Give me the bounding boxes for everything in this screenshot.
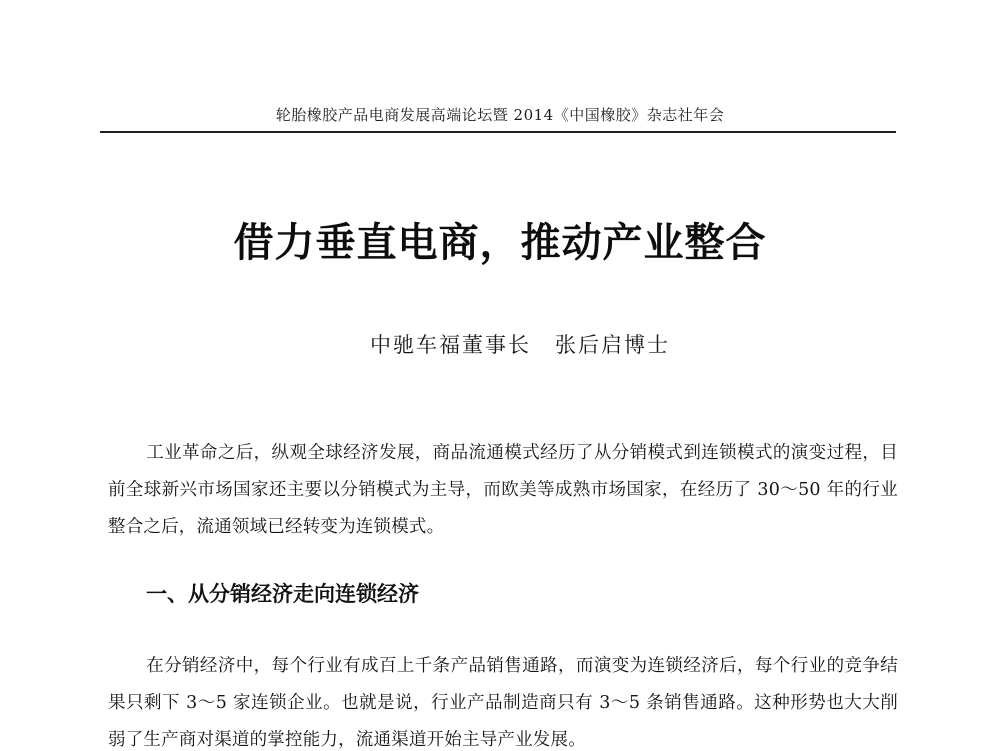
author-name: 张后启博士 [555, 333, 670, 357]
author-title: 中驰车福董事长 [370, 333, 531, 357]
section-heading: 一、从分销经济走向连锁经济 [146, 582, 419, 606]
body-paragraph-2 [108, 648, 898, 751]
paragraph-1-text: 工业革命之后，纵观全球经济发展，商品流通模式经历了从分销模式到连锁模式的演变过程，目前全球新兴市场国家还主要以分销模式为主导，而欧美等成熟市场国家，在经历了 30～50 年的行业整合之后，流通领域已经转变为连锁模式。 [108, 443, 898, 537]
running-header: 轮胎橡胶产品电商发展高端论坛暨 2014《中国橡胶》杂志社年会 [275, 106, 725, 124]
body-paragraph-1 [108, 435, 898, 546]
paragraph-2-text: 在分销经济中，每个行业有成百上千条产品销售通路，而演变为连锁经济后，每个行业的竞争结果只剩下 3～5 家连锁企业。也就是说，行业产品制造商只有 3～5 条销售通路。这种形势也大大削弱了生产商对渠道的掌控能力，流通渠道开始主导产业发展。 [108, 656, 898, 750]
article-title: 借力垂直电商，推动产业整合 [233, 219, 767, 266]
byline [370, 330, 670, 360]
header-rule [100, 131, 896, 133]
